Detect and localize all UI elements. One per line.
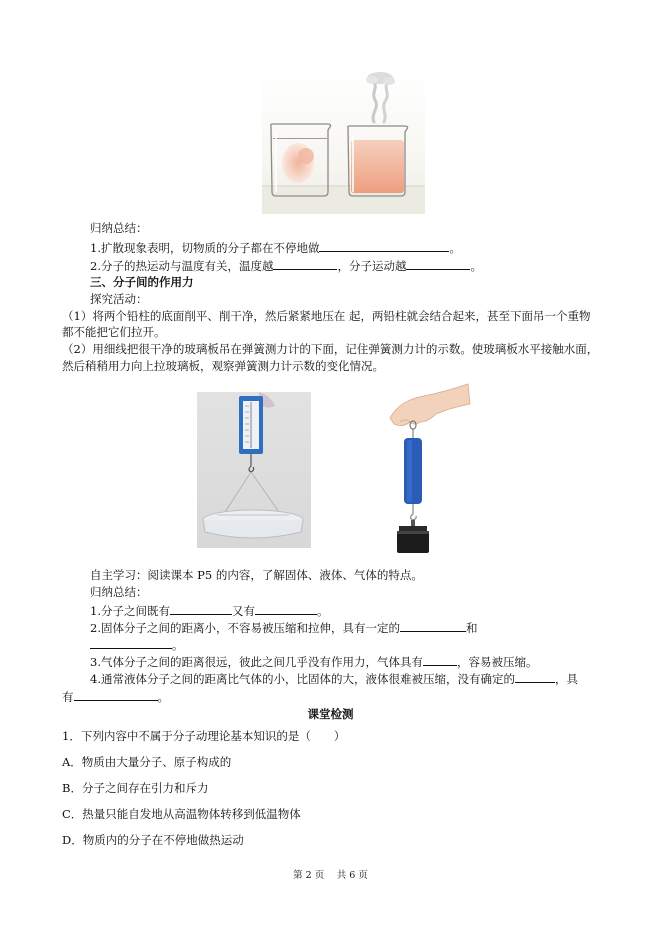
activity-text: （2）用细线把很干净的玻璃板吊在弹簧测力计的下面，记住弹簧测力计的示数。使玻璃板水平接触水面，: [62, 342, 599, 356]
summary-heading: 归纳总结：: [90, 221, 148, 235]
summary-item: [90, 240, 461, 256]
summary-text: ，容易被压缩。: [456, 655, 538, 669]
quiz-title: 课堂检测: [307, 707, 354, 721]
summary-item: [90, 637, 184, 653]
answer-blank[interactable]: [170, 603, 232, 615]
activity-text: 然后稍稍用力向上拉玻璃板，观察弹簧测力计示数的变化情况。: [62, 359, 384, 373]
summary-text: 1.扩散现象表明，切物质的分子都在不停地做: [90, 241, 320, 255]
quiz-option-c[interactable]: C．热量只能自发地从高温物体转移到低温物体: [62, 807, 301, 821]
summary-text: 4.通常液体分子之间的距离比气体的小，比固体的大，液体很难被压缩，没有确定的: [90, 672, 515, 686]
summary-heading: 归纳总结：: [90, 585, 148, 599]
summary-text: 1.分子之间既有: [90, 604, 170, 618]
summary-text: ，分子运动越: [337, 259, 407, 273]
quiz-question: 1．下列内容中不属于分子动理论基本知识的是（ ）: [62, 729, 346, 743]
glass-plate-photo: [197, 392, 311, 548]
summary-text: 3.气体分子之间的距离很远，彼此之间几乎没有作用力，气体具有: [90, 655, 423, 669]
summary-text: 。: [470, 259, 482, 273]
activity-text: （1）将两个铅柱的底面削平、削干净，然后紧紧地压在 起，两铅柱就会结合起来，甚至下面吊一个重物: [62, 309, 591, 323]
summary-text: 。: [449, 241, 461, 255]
quiz-option-b[interactable]: B．分子之间存在引力和斥力: [62, 781, 209, 795]
answer-blank[interactable]: [255, 603, 317, 615]
summary-text: 。: [172, 638, 184, 652]
spring-scale-figure: [380, 378, 472, 556]
answer-blank[interactable]: [406, 258, 470, 270]
answer-blank[interactable]: [400, 620, 466, 632]
summary-text: 。: [157, 690, 169, 704]
answer-blank[interactable]: [319, 240, 449, 252]
self-study: 自主学习：阅读课本 P5 的内容，了解固体、液体、气体的特点。: [90, 568, 423, 582]
summary-text: 又有: [231, 604, 255, 618]
summary-item: [90, 654, 537, 670]
summary-text: 和: [465, 621, 478, 635]
quiz-option-d[interactable]: D．物质内的分子在不停地做热运动: [62, 833, 244, 847]
summary-item: [62, 689, 169, 705]
summary-item: [90, 671, 578, 687]
summary-text: 2.固体分子之间的距离小，不容易被压缩和拉伸，具有一定的: [90, 621, 400, 635]
summary-item: [90, 258, 482, 274]
answer-blank[interactable]: [515, 671, 555, 683]
summary-item: [90, 603, 328, 619]
page-footer: 第 2 页 共 6 页: [293, 870, 368, 881]
summary-text: ，具: [554, 672, 578, 686]
summary-text: 有: [62, 690, 74, 704]
section-title: 三、分子间的作用力: [90, 275, 194, 289]
answer-blank[interactable]: [423, 654, 457, 666]
answer-blank[interactable]: [74, 689, 158, 701]
answer-blank[interactable]: [273, 258, 337, 270]
summary-text: 2.分子的热运动与温度有关，温度越: [90, 259, 274, 273]
answer-blank[interactable]: [90, 637, 172, 649]
activity-heading: 探究活动：: [90, 292, 148, 306]
activity-text: 都不能把它们拉开。: [62, 325, 166, 339]
beakers-figure: [262, 68, 425, 214]
summary-item: [90, 620, 477, 636]
summary-text: 。: [316, 604, 329, 618]
quiz-option-a[interactable]: A．物质由大量分子、原子构成的: [62, 755, 232, 769]
